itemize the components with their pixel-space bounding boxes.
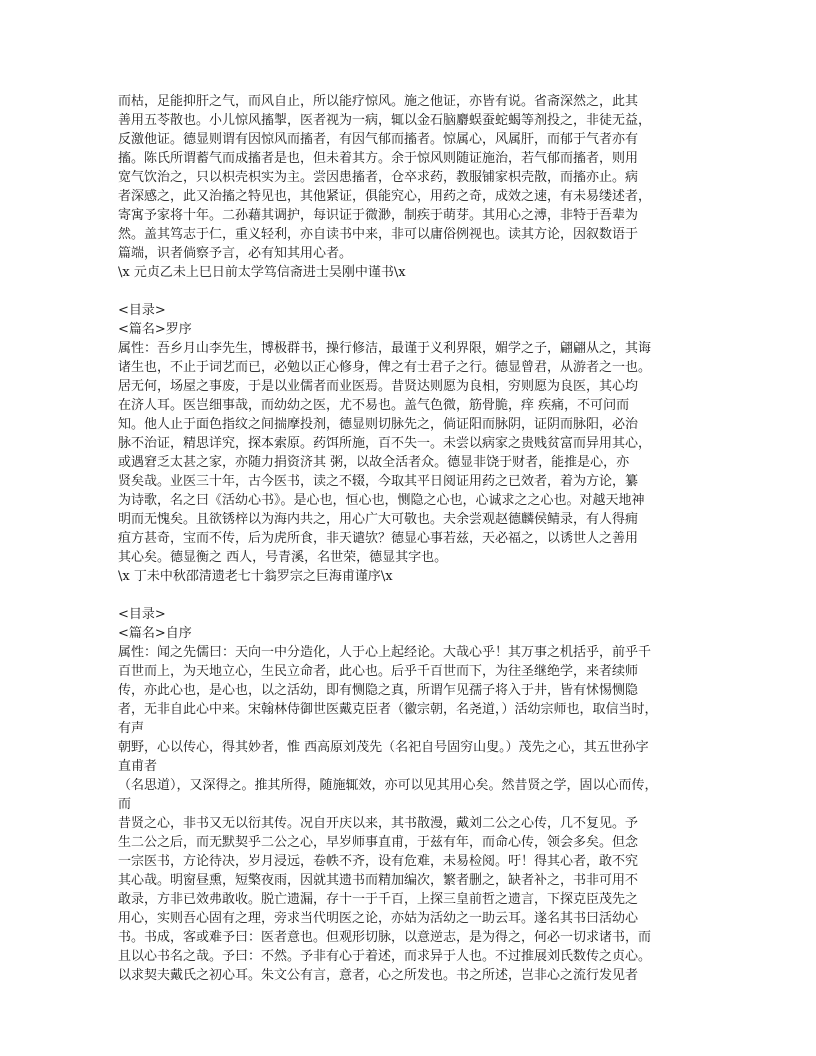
text-line: 为诗歌，名之曰《活幼心书》。是心也，恒心也，恻隐之心也，心诚求之之心也。对越天地神: [118, 493, 645, 508]
text-line: 敢录，方非已效弗敢收。脱亡遗漏，存十一于千百，上探三皇前哲之遗言，下探克臣茂先之: [118, 892, 639, 907]
text-line: 然。盖其笃志于仁，重义轻利，亦自读书中来，非可以庸俗例视也。读其方论，因叙数语于: [118, 227, 639, 242]
signature-line: \x 元贞乙未上巳日前太学笃信斋进士吴刚中谨书\x: [118, 265, 406, 280]
text-line: 者深感之，此又治搐之特见也，其他紧证，俱能究心，用药之奇，成效之速，有未易缕述者，: [118, 189, 652, 204]
section-gap: [118, 282, 698, 301]
text-line: 以求契夫戴氏之初心耳。朱文公有言，意者，心之所发也。书之所述，岂非心之流行发见者: [118, 968, 639, 983]
text-line: 朝野，心以传心，得其妙者，惟 西高原刘茂先（名祀自号固穷山叟。）茂先之心，其五世孙字: [118, 740, 649, 755]
section-gap: [118, 586, 698, 605]
text-line: 书。书成，客或难予曰：医者意也。但观形切脉，以意逆志，是为得之，何必一切求诸书，而: [118, 930, 652, 945]
text-line: 反激他证。德显则谓有因惊风而搐者，有因气郁而搐者。惊属心，风属肝，而郁于气者亦有: [118, 132, 639, 147]
text-line: 其心哉。明窗昼熏，短檠夜雨，因就其遗书而精加编次，繁者删之，缺者补之，书非可用不: [118, 873, 639, 888]
text-line: 贤矣哉。业医三十年，古今医书，读之不辍，今取其平日阅证用药之已效者，着为方论，纂: [118, 474, 639, 489]
text-line: 且以心书名之哉。予曰：不然。予非有心于着述，而求异于人也。不过推展刘氏数传之贞心。: [118, 949, 652, 964]
text-line: 知。他人止于面色指纹之间揣摩投剂，德显则切脉先之，倘证阳而脉阴，证阴而脉阳，必治: [118, 417, 639, 432]
preface-self: [118, 605, 698, 985]
chapter-title: <篇名>罗序: [118, 322, 192, 337]
catalog-tag: <目录>: [118, 303, 166, 318]
text-line: 其心矣。德显衡之 西人，号青溪，名世荣，德显其字也。: [118, 550, 448, 565]
text-line: 属性：闻之先儒曰：天向一中分造化，人于心上起经论。大哉心乎！其万事之机括乎，前乎千: [118, 645, 652, 660]
text-line: （名思道），又深得之。推其所得，随施辄效，亦可以见其用心矣。然昔贤之学，固以心而传，: [118, 778, 658, 793]
text-line: 或遇窘乏太甚之家，亦随力捐资济其 粥，以故全活者众。德显非饶于财者，能推是心，亦: [118, 455, 630, 470]
text-line: 而: [118, 797, 132, 812]
text-line: 居无何，场屋之事废，于是以业儒者而业医焉。昔贤达则愿为良相，穷则愿为良医，其心均: [118, 379, 639, 394]
text-line: 脉不治证，精思详究，探本索原。药饵所施，百不失一。未尝以病家之贵贱贫富而异用其心，: [118, 436, 652, 451]
text-line: 直甫者: [118, 759, 158, 774]
text-line: 搐。陈氏所谓蓄气而成搐者是也，但未着其方。余于惊风则随证施治，若气郁而搐者，则用: [118, 151, 639, 166]
text-line: 有声: [118, 721, 145, 736]
text-line: 者，无非自此心中来。宋翰林侍御世医戴克臣者（徽宗朝，名尧道，）活幼宗师也，取信当时，: [118, 702, 658, 717]
signature-line: \x 丁未中秋邵清遗老七十翁罗宗之巨海甫谨序\x: [118, 569, 393, 584]
text-line: 疽方甚奇，宝而不传，后为虎所食，非天谴欤？德显心事若兹，天必福之，以诱世人之善用: [118, 531, 639, 546]
text-line: 明而无愧矣。且欲锈梓以为海内共之，用心广大可敬也。夫余尝观赵德麟侯鲭录，有人得痈: [118, 512, 639, 527]
text-line: 用心，实则吾心固有之理，旁求当代明医之论，亦姑为活幼之一助云耳。遂名其书曰活幼心: [118, 911, 639, 926]
preface-luo: [118, 301, 698, 586]
text-line: 善用五苓散也。小儿惊风搐掣，医者视为一病，辄以金石脑麝蜈蚕蛇蝎等剂投之，非徒无益，: [118, 113, 652, 128]
text-line: 百世而上，为天地立心，生民立命者，此心也。后乎千百世而下，为往圣继绝学，来者续师: [118, 664, 639, 679]
text-line: 一宗医书，方论待决，岁月浸远，卷帙不齐，设有危难，未易检阅。吁！得其心者，敢不究: [118, 854, 639, 869]
document-page: [118, 92, 698, 985]
text-line: 宽气饮治之，只以枳壳枳实为主。尝因患搐者，仓卒求药，教服铺家枳壳散，而搐亦止。病: [118, 170, 639, 185]
text-line: 寄寓予家将十年。二孙藉其调护，每识证于微渺，制疾于萌芽。其用心之溥，非特于吾辈为: [118, 208, 639, 223]
text-line: 生二公之后，而无默契乎二公之心，早岁师事直甫，于兹有年，而命心传，领会多矣。但念: [118, 835, 639, 850]
text-line: 属性：吾乡月山李先生，博极群书，操行修洁，最谨于义利界限，媚学之子，翩翩从之，其诲: [118, 341, 652, 356]
text-line: 诸生也，不止于词艺而已，必勉以正心修身，俾之有士君子之行。德显曾君，从游者之一也。: [118, 360, 652, 375]
text-line: 传，亦此心也，是心也，以之活幼，即有恻隐之真，所谓乍见孺子将入于井，皆有怵惕恻隐: [118, 683, 639, 698]
text-line: 篇端，识者倘察予言，必有知其用心者。: [118, 246, 353, 261]
text-line: 在济人耳。医岂细事哉，而幼幼之医，尤不易也。盖气色微，筋骨脆，痒 疾痛，不可问而: [118, 398, 630, 413]
catalog-tag: <目录>: [118, 607, 166, 622]
preface-continuation: [118, 92, 698, 282]
text-line: 而枯，足能抑肝之气，而风自止，所以能疗惊风。施之他证，亦皆有说。省斋深然之，此其: [118, 94, 639, 109]
text-line: 昔贤之心，非书又无以衍其传。况自开庆以来，其书散漫，戴刘二公之心传，几不复见。予: [118, 816, 639, 831]
chapter-title: <篇名>自序: [118, 626, 192, 641]
